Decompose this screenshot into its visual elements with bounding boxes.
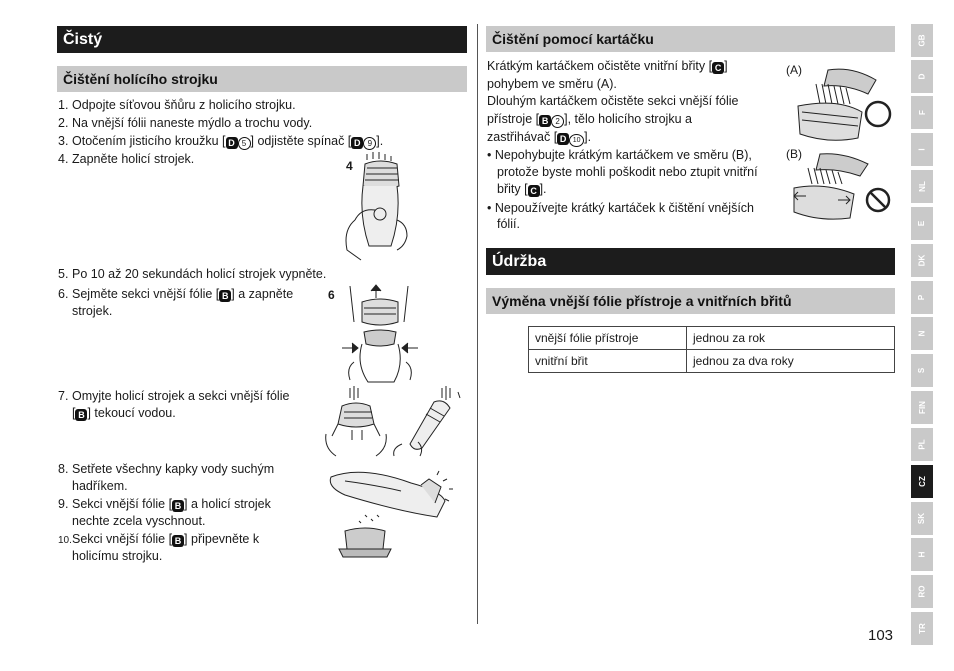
brush-bullet-1-cont: protože byste mohli poškodit nebo ztupit vnitřní	[497, 165, 758, 179]
lang-tab-fin[interactable]: FIN	[911, 391, 933, 424]
step-7-cont: [ B ] tekoucí vodou.	[72, 406, 176, 420]
brush-line-5: zastřihávač [ D 10 ].	[487, 129, 591, 147]
badge-d: D	[226, 137, 238, 149]
step-2: 2. Na vnější fólii naneste mýdlo a trochu vody.	[58, 116, 313, 130]
step-6: 6. Sejměte sekci vnější fólie [ B ] a zapněte	[58, 287, 294, 301]
step-10-cont: holicímu strojku.	[72, 549, 163, 563]
subsection-title-shaver-cleaning: Čištění holícího strojku	[57, 66, 467, 92]
section-title-maintenance: Údržba	[486, 248, 895, 275]
brush-line-2: pohybem ve směru (A).	[487, 77, 617, 91]
lang-tab-dk[interactable]: DK	[911, 244, 933, 277]
column-divider	[477, 24, 478, 624]
figure-6-foil-removal-illustration	[340, 282, 420, 386]
brush-bullet-2: • Nepoužívejte krátký kartáček k čištění vnějších	[487, 201, 754, 215]
lang-tab-gb[interactable]: GB	[911, 24, 933, 57]
table-row	[529, 327, 895, 350]
circled-2: 2	[551, 115, 564, 128]
badge-c: C	[528, 185, 540, 197]
lang-tab-p[interactable]: P	[911, 281, 933, 314]
figure-b-brush-wrong-illustration	[790, 152, 894, 224]
step-9-cont: nechte zcela vyschnout.	[72, 514, 206, 528]
lang-tab-e[interactable]: E	[911, 207, 933, 240]
badge-b: B	[172, 535, 184, 547]
figure-a-label: (A)	[786, 63, 802, 77]
badge-b: B	[539, 115, 551, 127]
table-cell: jednou za rok	[687, 327, 895, 350]
figure-4-label: 4	[346, 159, 353, 173]
brush-bullet-1: • Nepohybujte krátkým kartáčkem ve směru (B),	[487, 148, 752, 162]
badge-b: B	[172, 500, 184, 512]
step-5: 5. Po 10 až 20 sekundách holicí strojek vypněte.	[58, 267, 327, 281]
figure-8-drying-illustration	[325, 465, 460, 560]
subsection-title-replacement: Výměna vnější fólie přístroje a vnitřních břitů	[486, 288, 895, 314]
brush-line-1: Krátkým kartáčkem očistěte vnitřní břity [ C ]	[487, 59, 728, 73]
badge-d: D	[351, 137, 363, 149]
lang-tab-f[interactable]: F	[911, 96, 933, 129]
table-cell: vnější fólie přístroje	[529, 327, 687, 350]
lang-tab-pl[interactable]: PL	[911, 428, 933, 461]
circled-5: 5	[238, 137, 251, 150]
lang-tab-h[interactable]: H	[911, 538, 933, 571]
lang-tab-nl[interactable]: NL	[911, 170, 933, 203]
lang-tab-sk[interactable]: SK	[911, 502, 933, 535]
lang-tab-n[interactable]: N	[911, 317, 933, 350]
maintenance-table	[528, 326, 895, 373]
page-number: 103	[868, 627, 894, 644]
lang-tab-i[interactable]: I	[911, 133, 933, 166]
figure-7-rinse-illustration	[322, 384, 464, 458]
badge-c: C	[712, 62, 724, 74]
brush-bullet-1-cont2: břity [ C ].	[497, 182, 547, 196]
figure-6-label: 6	[328, 288, 335, 302]
step-8-cont: hadříkem.	[72, 479, 128, 493]
figure-a-brush-ok-illustration	[794, 66, 894, 144]
section-title-clean: Čistý	[57, 26, 467, 53]
subsection-title-brush-cleaning: Čištění pomocí kartáčku	[486, 26, 895, 52]
lang-tab-s[interactable]: S	[911, 354, 933, 387]
brush-line-3: Dlouhým kartáčkem očistěte sekci vnější fólie	[487, 94, 739, 108]
step-1: 1. Odpojte síťovou šňůru z holicího strojku.	[58, 98, 296, 112]
table-row	[529, 350, 895, 373]
badge-b: B	[75, 409, 87, 421]
lang-tab-d[interactable]: D	[911, 60, 933, 93]
step-9: 9. Sekci vnější fólie [ B ] a holicí strojek	[58, 497, 271, 511]
table-cell: vnitřní břit	[529, 350, 687, 373]
lang-tab-cz[interactable]: CZ	[911, 465, 933, 498]
step-8: 8. Setřete všechny kapky vody suchým	[58, 462, 275, 476]
circled-10: 10	[569, 134, 584, 147]
badge-b: B	[219, 290, 231, 302]
step-3: 3. Otočením jisticího kroužku [ D 5 ] odjistěte spínač [ D 9 ].	[58, 134, 384, 148]
step-6-cont: strojek.	[72, 304, 113, 318]
step-10: 10.Sekci vnější fólie [ B ] připevněte k	[58, 532, 260, 546]
circled-9: 9	[363, 137, 376, 150]
step-4: 4. Zapněte holicí strojek.	[58, 152, 195, 166]
badge-d: D	[557, 133, 569, 145]
table-cell: jednou za dva roky	[687, 350, 895, 373]
figure-b-label: (B)	[786, 147, 802, 161]
step-7: 7. Omyjte holicí strojek a sekci vnější fólie	[58, 389, 290, 403]
figure-4-shaver-illustration	[335, 150, 415, 262]
lang-tab-ro[interactable]: RO	[911, 575, 933, 608]
lang-tab-tr[interactable]: TR	[911, 612, 933, 645]
brush-line-4: přístroje [ B 2 ], tělo holicího strojku a	[487, 112, 692, 126]
brush-bullet-2-cont: fólií.	[497, 217, 520, 231]
